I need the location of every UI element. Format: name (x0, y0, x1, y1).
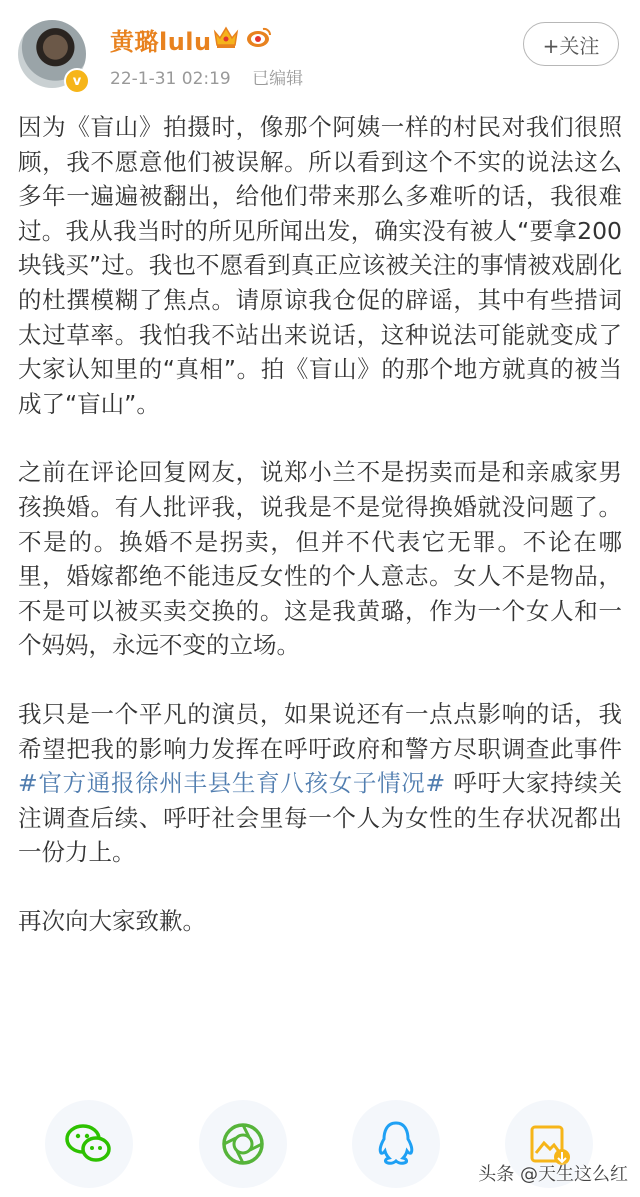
post-meta (110, 64, 319, 89)
post-body (18, 110, 622, 972)
paragraph-text: 我只是一个平凡的演员，如果说还有一点点影响的话，我希望把我的影响力发挥在呼吁政府和警方尽职调查此事件 (18, 699, 622, 763)
post-header (0, 0, 640, 100)
watermark: 头条 @天生这么红 (478, 1164, 628, 1185)
share-moments-button[interactable] (199, 1100, 287, 1188)
follow-button[interactable]: +关注 (523, 22, 619, 66)
post-paragraph: 之前在评论回复网友，说郑小兰不是拐卖而是和亲戚家男孩换婚。有人批评我，说我是不是觉得换婚就没问题了。不是的。换婚不是拐卖，但并不代表它无罪。不论在哪里，婚嫁都绝不能违反女性的个人意志。女人不是物品，不是可以被买卖交换的。这是我黄璐，作为一个女人和一个妈妈，永远不变的立场。 (18, 458, 622, 660)
post-paragraph: 因为《盲山》拍摄时，像那个阿姨一样的村民对我们很照顾，我不愿意他们被误解。所以看到这个不实的说法这么多年一遍遍被翻出，给他们带来那么多难听的话，我很难过。我从我当时的所见所闻出发，确实没有被人“要拿200块钱买”过。我也不愿看到真正应该被关注的事情被戏剧化的杜撰模糊了焦点。请原谅我仓促的辟谣，其中有些措词太过草率。我怕我不站出来说话，这种说法可能就变成了大家认知里的“真相”。拍《盲山》的那个地方就真的被当成了“盲山”。 (18, 113, 622, 418)
paragraph-text: 呼吁大家持续关注调查后续、呼吁社会里每一个人为女性的生存状况都出一份力上。 (18, 769, 622, 867)
moments-icon (219, 1120, 267, 1168)
post-timestamp: 22-1-31 02:19 (110, 69, 231, 89)
vip-crown-icon (212, 24, 240, 50)
share-wechat-button[interactable] (45, 1100, 133, 1188)
post-paragraph (18, 697, 622, 870)
share-qq-button[interactable] (352, 1100, 440, 1188)
weibo-logo-icon (246, 26, 272, 48)
post-closing: 再次向大家致歉。 (18, 906, 206, 935)
edited-label[interactable]: 已编辑 (252, 69, 304, 89)
author-name[interactable]: 黄璐lulu (110, 28, 212, 56)
wechat-icon (64, 1122, 114, 1166)
topic-hashtag-link[interactable]: #官方通报徐州丰县生育八孩女子情况# (18, 769, 446, 798)
qq-icon (376, 1120, 416, 1168)
verified-badge-icon: v (64, 68, 90, 94)
